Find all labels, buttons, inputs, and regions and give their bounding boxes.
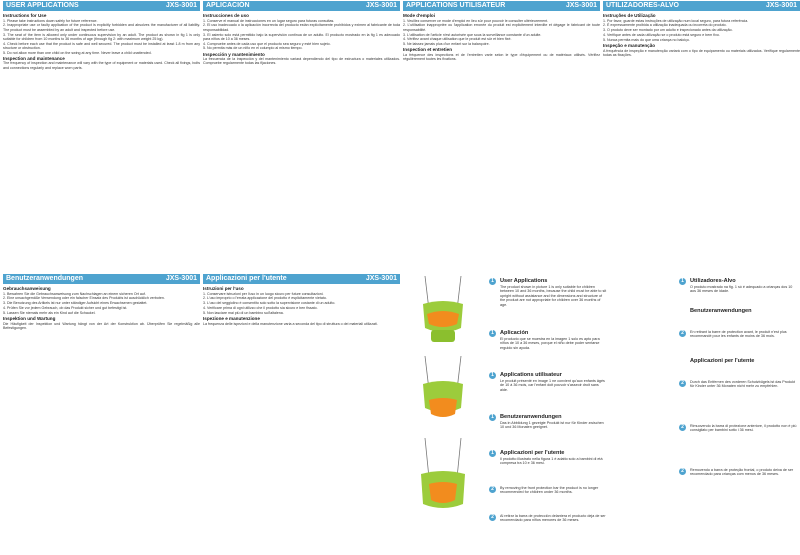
step-text: Al retirar la barra de protección delantera el producto deja de ser recomendado para niños menores de 36 meses. [500, 514, 606, 523]
paragraph: 2. El uso inadecuado o la aplicación incorrecta del producto están explícitamente prohibidos y eximen al fabricante de toda responsabilidad. [203, 23, 400, 32]
step-title: Applications utilisateur [500, 372, 562, 378]
step-text: O produto mostrado na fig. 1 só é adequado a crianças dos 10 aos 36 meses de idade. [690, 285, 793, 294]
section-title: Instrucciones de uso [203, 13, 249, 18]
paragraph: 5. No permita más de un niño en el columpio al mismo tiempo. [203, 46, 303, 51]
step-number: 1 [489, 330, 496, 337]
step-number: 1 [679, 278, 686, 285]
step-number: 1 [489, 278, 496, 285]
note-item [489, 330, 607, 350]
step-number: 2 [489, 514, 496, 521]
paragraph: La fréquence des inspections et de l'entretien varie selon le type d'équipement ou de matériaux utilisés. Vérifiez régulièrement toutes les fixations. [403, 52, 600, 62]
paragraph: Die Häufigkeit der Inspektion und Wartung hängt von der Art der Konstruktion ab. Überprüfen Sie regelmäßig alle Befestigungen. [3, 321, 200, 330]
lang-label: Applicazioni per l'utente [206, 275, 287, 282]
swing-illustrations [411, 274, 476, 548]
section-title: Instruções de Utilização [603, 13, 656, 18]
note-item [679, 278, 797, 294]
subheading: Inspección y mantenimiento [203, 51, 265, 57]
section-title: Istruzioni per l'uso [203, 286, 244, 291]
paragraph: 5. Do not allow more than one child on the swing at any time. Never leave a child unattended. [3, 50, 152, 55]
step-number: 2 [679, 330, 686, 337]
section-body [603, 19, 800, 43]
product-code: JXS-3001 [165, 275, 197, 282]
note-item [679, 468, 797, 477]
section-title: Mode d'emploi [403, 13, 435, 18]
step-number: 1 [489, 450, 496, 457]
lang-label: APPLICATIONS UTILISATEUR [406, 2, 506, 9]
note-item [679, 380, 797, 389]
paragraph: A frequência de inspeção e manutenção variará com o tipo de equipamento ou materiais utilizados. Verifique regularmente todas as fixações. [603, 48, 800, 57]
swing-image [423, 356, 463, 417]
step-text: Il prodotto illustrato nella figura 1 è adatto solo a bambini di età compresa tra 10 e 36 mesi. [500, 457, 603, 466]
step-title: Benutzeranwendungen [500, 414, 562, 420]
subheading: Inspection and maintenance [3, 55, 65, 61]
section-it [203, 274, 400, 554]
section-body [3, 292, 200, 316]
section-en [3, 1, 200, 263]
paragraph: 1. Conserve el manual de instrucciones en un lugar seguro para futuras consultas. [203, 18, 335, 23]
section-header [3, 1, 200, 11]
paragraph: 4. Vérifiez avant chaque utilisation que le produit est sûr et bien fixé. [403, 37, 512, 42]
paragraph: 5. Ne laissez jamais plus d'un enfant sur la balançoire. [403, 42, 490, 47]
note-item [679, 330, 797, 339]
product-code: JXS-3001 [765, 2, 797, 9]
section-fr [403, 1, 600, 263]
paragraph: 4. Verificare prima di ogni utilizzo che il prodotto sia sicuro e ben fissato. [203, 306, 318, 311]
paragraph: 5. Non lasciare mai più di un bambino sull'altalena. [203, 310, 284, 315]
section-body [203, 19, 400, 51]
section-header [603, 1, 800, 11]
paragraph: 3. The seat of the item is allowed only under continuous supervision by an adult. The product as shown in fig 1 is only suitable for children from 10 months to 36 months of age (through fig 2: with maximum weight 25 kg). [3, 32, 200, 41]
paragraph: 2. L'utilisation inappropriée ou l'application erronée du produit est explicitement interdite et dégage le fabricant de toute responsabilité. [403, 23, 600, 32]
paragraph: 1. Por favor, guarde estas instruções de utilização num local seguro, para futura referência. [603, 18, 749, 23]
section-title: Gebrauchsanweisung [3, 286, 51, 291]
paragraph: 3. L'uso del seggiolino è consentito solo sotto la supervisione costante di un adulto. [203, 301, 336, 306]
section-header [203, 1, 400, 11]
paragraph: 3. El asiento solo está permitido bajo la supervisión continua de un adulto. El producto mostrado en la fig 1 es adecuado para niños de 10 a 36 meses. [203, 32, 400, 41]
paragraph: 5. Nunca permita mais do que uma criança no baloiço. [603, 37, 690, 42]
step-text: Removendo a barra de proteção frontal, o produto deixa de ser recomendado para crianças com menos de 36 meses. [690, 468, 794, 477]
paragraph: 2. L'uso improprio o l'errata applicazione del prodotto è esplicitamente vietato. [203, 296, 327, 301]
note-item [489, 514, 607, 523]
section-es [203, 1, 400, 263]
note-item [489, 486, 607, 495]
paragraph: 5. Lassen Sie niemals mehr als ein Kind auf die Schaukel. [3, 310, 96, 315]
step-text: Durch das Entfernen des vorderen Schutzbügels ist das Produkt für Kinder unter 36 Monaten nicht mehr zu empfehlen. [690, 380, 795, 389]
section-de [3, 274, 200, 554]
step-title: Benutzeranwendungen [690, 308, 752, 314]
step-number: 2 [679, 468, 686, 475]
lang-label: USER APPLICATIONS [6, 2, 79, 9]
lang-label: APLICACIÓN [206, 2, 250, 9]
step-title: Utilizadores-Alvo [690, 278, 736, 284]
step-spacer [679, 308, 686, 315]
section-header [203, 274, 400, 284]
step-text: Das in Abbildung 1 gezeigte Produkt ist nur für Kinder zwischen 10 und 36 Monaten geeignet. [500, 421, 604, 430]
note-item [679, 424, 797, 433]
paragraph: 3. L'utilisation de l'article n'est autorisée que sous la surveillance constante d'un adulte. [403, 32, 542, 37]
step-title: Aplicación [500, 330, 529, 336]
product-panel [403, 274, 800, 554]
section-pt [603, 1, 800, 263]
step-title: User Applications [500, 278, 548, 284]
section-body [403, 19, 600, 47]
product-code: JXS-3001 [365, 275, 397, 282]
paragraph: 1. Please take instructions down safely for future reference. [3, 18, 98, 23]
product-code: JXS-3001 [565, 2, 597, 9]
step-title: Applicazioni per l'utente [690, 358, 755, 364]
note-item [679, 308, 797, 315]
paragraph: 4. Compruebe antes de cada uso que el producto sea seguro y esté bien sujeto. [203, 41, 331, 46]
paragraph: 4. Verifique antes de cada utilização se o produto está seguro e bem fixo. [603, 33, 720, 38]
step-text: En retirant la barre de protection avant, le produit n'est plus recommandé pour les enfants de moins de 36 mois. [690, 330, 787, 339]
step-number: 2 [679, 424, 686, 431]
note-item [489, 414, 607, 430]
step-number: 1 [489, 372, 496, 379]
step-number: 2 [489, 486, 496, 493]
product-code: JXS-3001 [165, 2, 197, 9]
paragraph: La frecuencia de la inspección y del mantenimiento variará dependiendo del tipo de estructura o materiales utilizados. Compruebe regularmente todas las fijaciones. [203, 57, 400, 66]
paragraph: La frequenza delle ispezioni e della manutenzione varia a seconda del tipo di struttura o dei materiali utilizzati. [203, 321, 378, 326]
paragraph: 1. Conservare istruzioni per l'uso in un luogo sicuro per future consultazioni. [203, 291, 324, 296]
step-number: 1 [489, 414, 496, 421]
paragraph: 3. Die Benutzung des Artikels ist nur unter ständiger Aufsicht eines Erwachsenen gestattet. [3, 301, 148, 306]
paragraph: The frequency of inspection and maintenance will vary with the type of equipment or materials used. Check all fixings, bolts and connections regularly and replace worn parts. [3, 61, 200, 70]
paragraph: 1. Bewahren Sie die Gebrauchsanweisung zum Nachschlagen an einem sicheren Ort auf. [3, 291, 146, 296]
lang-label: UTILIZADORES-ALVO [606, 2, 679, 9]
step-text: The product shown in picture 1 is only suitable for children between 10 and 36 months, because the child must be able to sit upright without assistance and the dimensions and structure of the product are not appropriate for children over 36 months of age. [500, 285, 607, 307]
product-code: JXS-3001 [365, 2, 397, 9]
subheading: Inspection et entretien [403, 47, 453, 53]
section-header [403, 1, 600, 11]
swing-image [421, 438, 465, 508]
section-title: Instructions for Use [3, 13, 47, 18]
section-header [3, 274, 200, 284]
step-number: 2 [679, 380, 686, 387]
paragraph: 2. É expressamente proibida a utilização inadequada ou incorreta do produto. [603, 23, 727, 28]
lang-label: Benutzeranwendungen [6, 275, 84, 282]
paragraph: 1. Veuillez conserver ce mode d'emploi en lieu sûr pour pouvoir le consulter ultérieurement. [403, 18, 549, 23]
paragraph: 4. Check before each use that the product is safe and well secured. The product must be installed at least 1.8 m from any structure or obstruction. [3, 41, 200, 50]
step-text: Le produit présenté en image 1 ne convient qu'aux enfants âgés de 10 à 36 mois, car l'enfant doit pouvoir s'asseoir droit sans aide. [500, 379, 605, 392]
note-item [679, 358, 797, 365]
paragraph: 3. O produto deve ser montado por um adulto e inspecionado antes da utilização. [603, 28, 733, 33]
subheading: Inspeção e manutenção [603, 43, 656, 49]
subheading: Ispezione e manutenzione [203, 316, 260, 322]
section-body [3, 19, 200, 55]
step-text: Rimuovendo la barra di protezione anteriore, il prodotto non è più consigliato per bambini sotto i 36 mesi. [690, 424, 797, 433]
note-item [489, 450, 607, 466]
paragraph: 2. Inappropriate use or faulty application of the product is explicitly forbidden and absolves the manufacturer of all liability. The product must be assembled by an adult and inspected before use. [3, 23, 200, 32]
step-text: By removing the front protection bar the product is no longer recommended for children under 36 months. [500, 486, 599, 495]
step-title: Applicazioni per l'utente [500, 450, 565, 456]
note-item [489, 372, 607, 392]
paragraph: 4. Prüfen Sie vor jedem Gebrauch, ob das Produkt sicher und gut befestigt ist. [3, 306, 128, 311]
step-spacer [679, 358, 686, 365]
section-body [203, 292, 400, 316]
subheading: Inspektion und Wartung [3, 316, 56, 322]
step-text: El producto que se muestra en la imagen 1 solo es apto para niños de 10 a 36 meses, porque el niño debe poder sentarse erguido sin ayuda. [500, 337, 600, 350]
paragraph: 2. Eine unsachgemäße Verwendung oder ein falscher Einsatz des Produkts ist ausdrücklich verboten. [3, 296, 165, 301]
note-item [489, 278, 607, 307]
swing-image [423, 276, 463, 342]
